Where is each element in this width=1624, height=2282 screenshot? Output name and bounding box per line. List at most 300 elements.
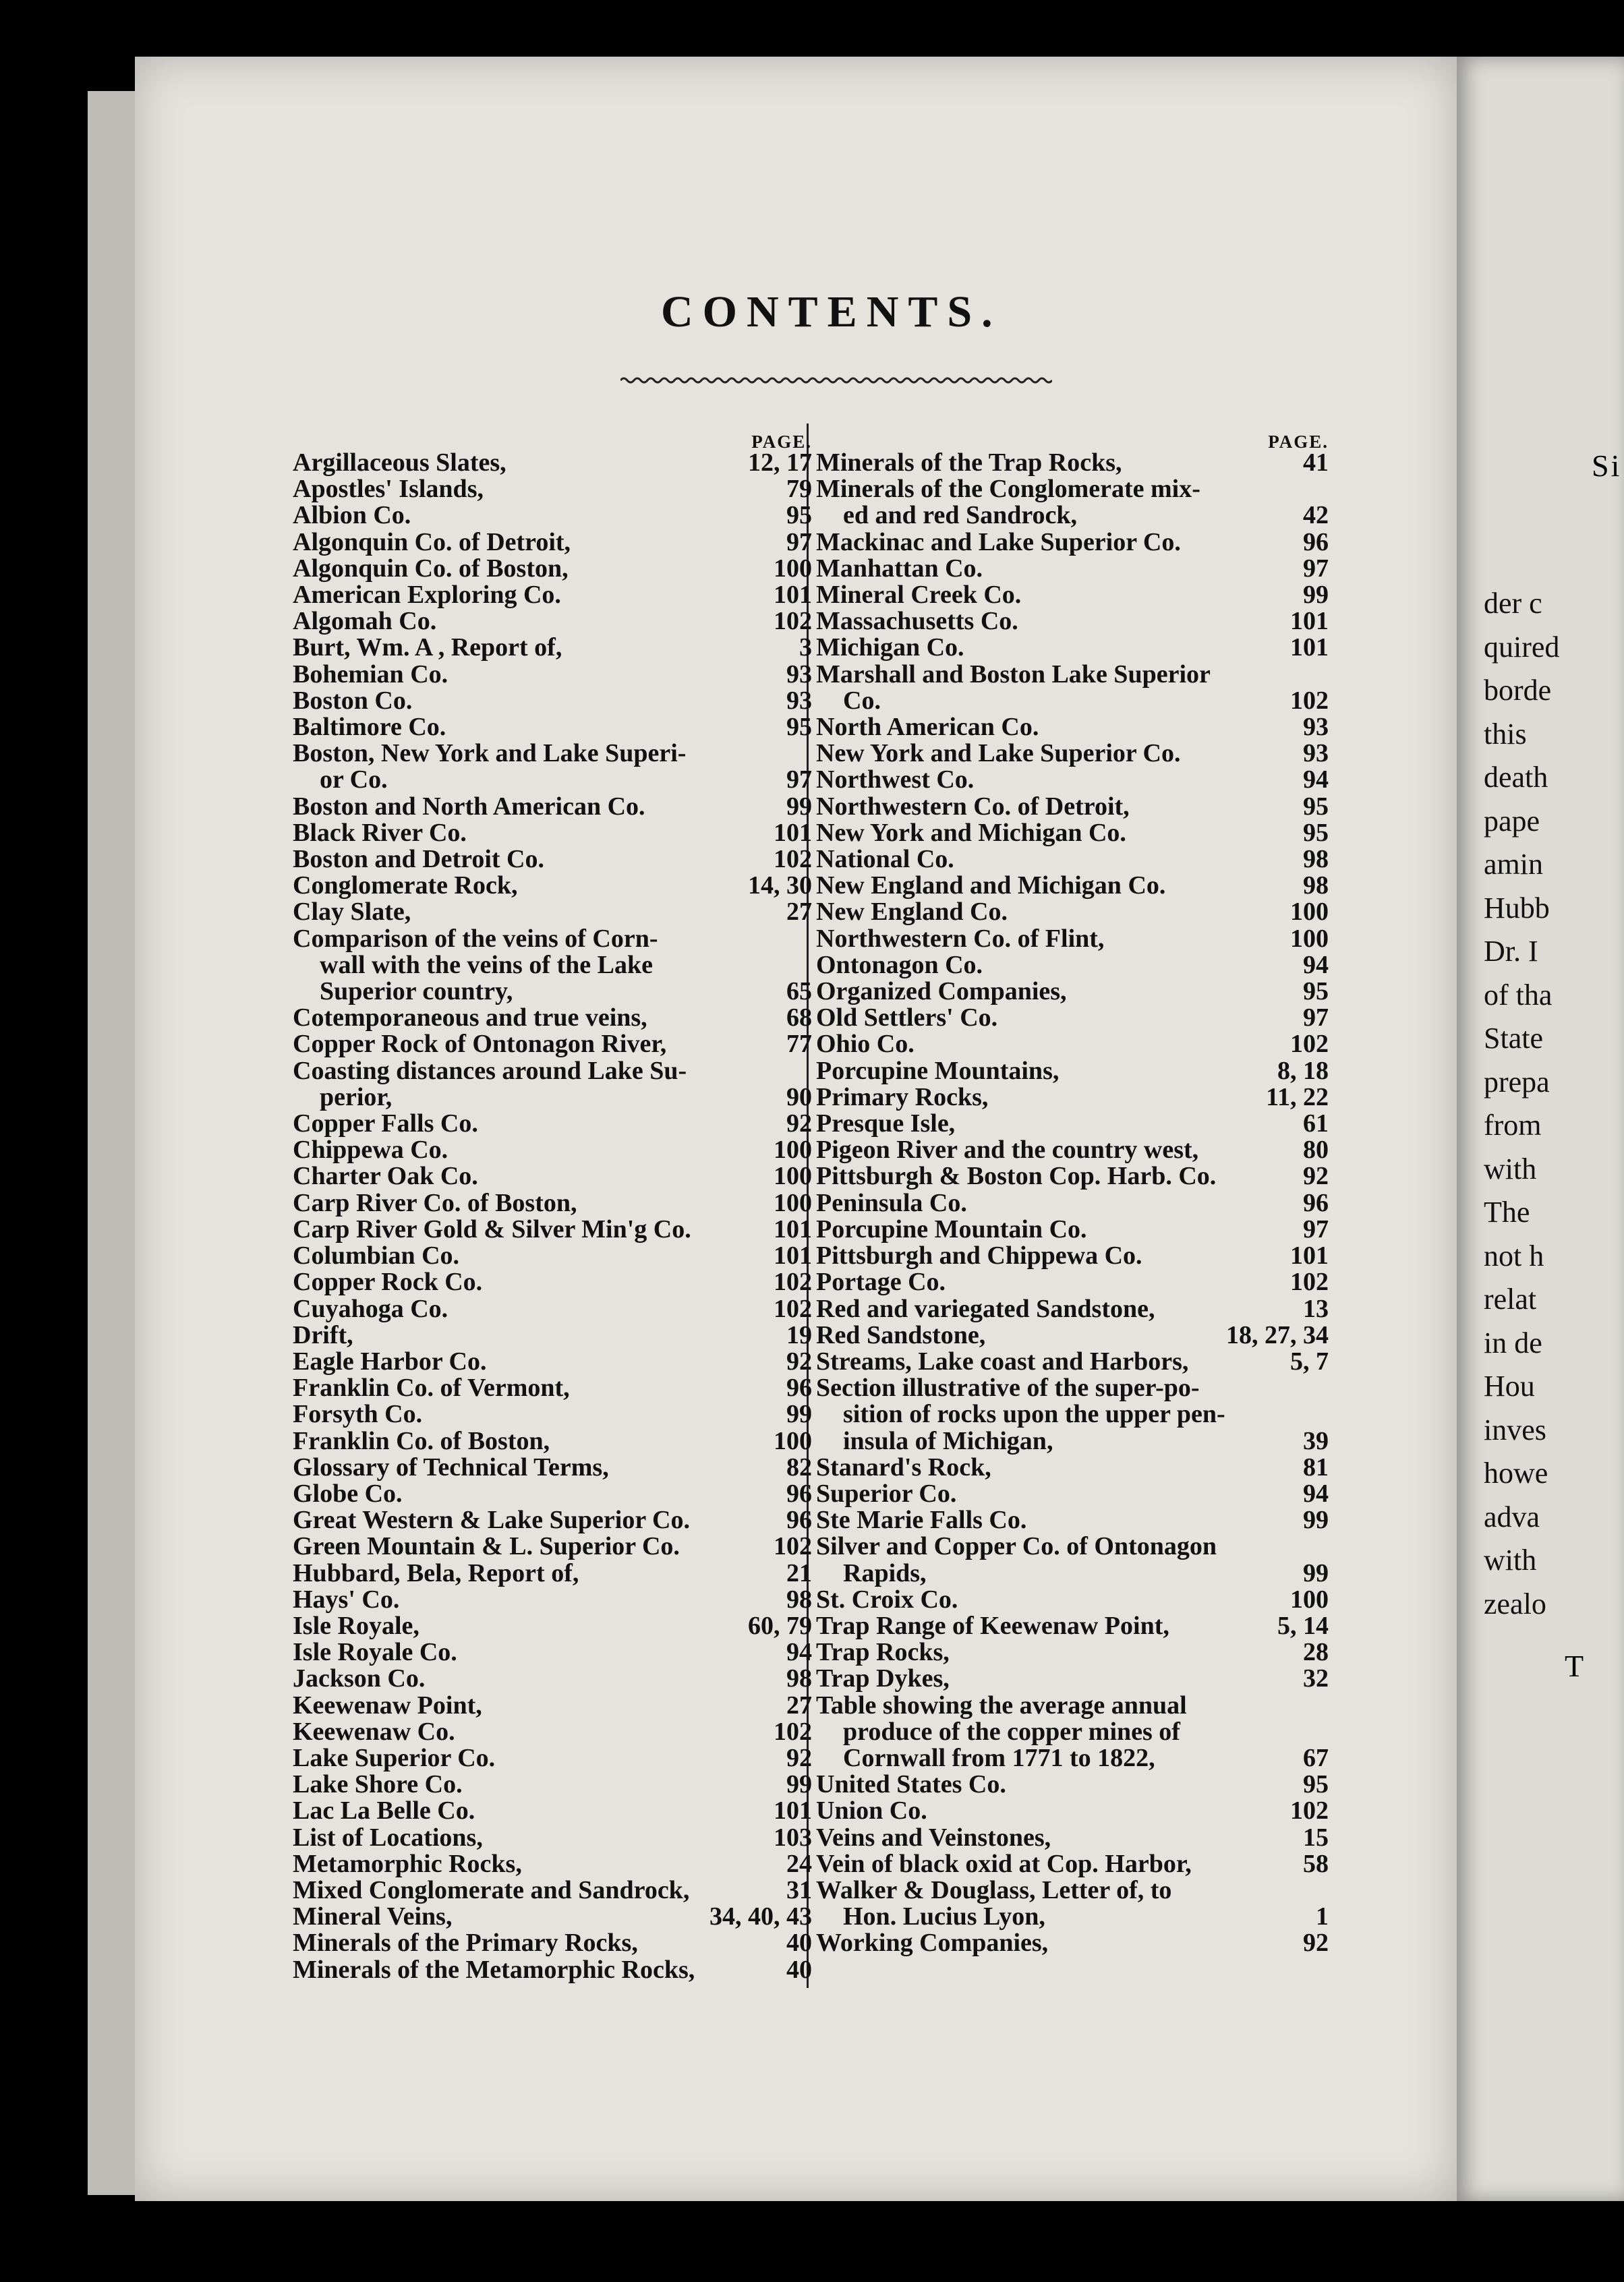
- entry-page-number: 5, 14: [1277, 1611, 1329, 1640]
- entry-page-number: 24: [786, 1849, 812, 1878]
- entry-page-number: 18, 27, 34: [1226, 1320, 1329, 1349]
- entry-title: Bohemian Co.: [293, 660, 448, 689]
- facing-page-line: State: [1484, 1022, 1543, 1055]
- index-entry: [293, 1745, 812, 1772]
- entry-title: Copper Falls Co.: [293, 1109, 478, 1138]
- page-column-header: PAGE.: [751, 432, 812, 452]
- entry-title: Porcupine Mountains,: [816, 1056, 1060, 1085]
- facing-page-line: inves: [1484, 1413, 1546, 1446]
- entry-page-number: 95: [1303, 818, 1329, 847]
- index-entry: [816, 873, 1329, 899]
- entry-page-number: 32: [1303, 1664, 1329, 1693]
- index-entry: [293, 1217, 812, 1243]
- entry-title: Marshall and Boston Lake Superior: [816, 660, 1211, 689]
- index-entry: [816, 820, 1329, 846]
- entry-page-number: 98: [786, 1585, 812, 1614]
- entry-title: Minerals of the Trap Rocks,: [816, 448, 1122, 477]
- index-entry: [293, 820, 812, 846]
- index-entry: [293, 1877, 812, 1904]
- entry-page-number: 90: [786, 1082, 812, 1111]
- index-entry: [816, 1587, 1329, 1613]
- index-entry: [293, 1693, 812, 1719]
- entry-title: National Co.: [816, 845, 954, 874]
- entry-page-number: 99: [786, 1400, 812, 1429]
- index-entry: [293, 873, 812, 899]
- entry-title: Walker & Douglass, Letter of, to: [816, 1875, 1172, 1904]
- entry-page-number: 61: [1303, 1109, 1329, 1138]
- entry-title: Cotemporaneous and true veins,: [293, 1003, 647, 1032]
- entry-title: Carp River Co. of Boston,: [293, 1188, 577, 1217]
- index-entry: [293, 1349, 812, 1375]
- index-entry: [816, 714, 1329, 740]
- entry-title: Copper Rock Co.: [293, 1268, 483, 1297]
- entry-title: Boston and Detroit Co.: [293, 845, 544, 874]
- entry-title: Lake Superior Co.: [293, 1743, 496, 1772]
- entry-title: Presque Isle,: [816, 1109, 956, 1138]
- entry-title: Union Co.: [816, 1796, 927, 1825]
- entry-page-number: 97: [786, 765, 812, 794]
- entry-page-number: 92: [1303, 1162, 1329, 1191]
- entry-title: North American Co.: [816, 713, 1039, 742]
- entry-title: Mackinac and Lake Superior Co.: [816, 527, 1181, 556]
- facing-page-line: with: [1484, 1544, 1537, 1577]
- index-entry: [816, 1613, 1329, 1639]
- entry-page-number: 102: [774, 1294, 812, 1323]
- entry-page-number: 100: [1290, 898, 1329, 927]
- entry-title: St. Croix Co.: [816, 1585, 958, 1614]
- entry-title: Trap Rocks,: [816, 1638, 950, 1667]
- entry-title: Veins and Veinstones,: [816, 1823, 1051, 1852]
- index-entry: [816, 794, 1329, 820]
- index-entry: [293, 1666, 812, 1692]
- entry-page-number: 101: [1290, 1241, 1329, 1270]
- entry-title: Minerals of the Metamorphic Rocks,: [293, 1955, 695, 1984]
- entry-title: Organized Companies,: [816, 977, 1067, 1006]
- index-entry: [816, 1322, 1329, 1349]
- index-entry: [293, 1772, 812, 1798]
- entry-page-number: 95: [786, 501, 812, 530]
- entry-title: Ohio Co.: [816, 1030, 915, 1059]
- index-entry: [816, 1639, 1329, 1666]
- index-entry: [293, 556, 812, 582]
- entry-title: Northwestern Co. of Flint,: [816, 924, 1105, 953]
- entry-title: Algonquin Co. of Detroit,: [293, 527, 571, 556]
- index-entry: [816, 556, 1329, 582]
- entry-page-number: 98: [786, 1664, 812, 1693]
- facing-page-line: adva: [1484, 1500, 1540, 1533]
- entry-title: Peninsula Co.: [816, 1188, 967, 1217]
- entry-page-number: 101: [774, 818, 812, 847]
- entry-page-number: 100: [774, 1162, 812, 1191]
- entry-page-number: 19: [786, 1320, 812, 1349]
- entry-page-number: 101: [774, 581, 812, 610]
- entry-title: Drift,: [293, 1320, 353, 1349]
- entry-page-number: 67: [1303, 1743, 1329, 1772]
- index-entry: [293, 1930, 812, 1956]
- index-entry: [293, 1375, 812, 1401]
- entry-page-number: 31: [786, 1875, 812, 1904]
- entry-page-number: 21: [786, 1558, 812, 1587]
- entry-title-continuation: or Co.: [320, 765, 388, 794]
- facing-page-line: this: [1484, 717, 1527, 751]
- index-entry: [293, 1111, 812, 1137]
- entry-page-number: 13: [1303, 1294, 1329, 1323]
- index-entry: [293, 1137, 812, 1163]
- entry-title: Porcupine Mountain Co.: [816, 1215, 1087, 1244]
- entry-page-number: 99: [1303, 581, 1329, 610]
- index-entry: [816, 952, 1329, 978]
- facing-page-heading: Si: [1592, 448, 1622, 483]
- entry-title-continuation: Cornwall from 1771 to 1822,: [843, 1743, 1155, 1772]
- entry-title: Pigeon River and the country west,: [816, 1136, 1199, 1165]
- facing-page-footer: T: [1565, 1649, 1584, 1683]
- entry-title: Isle Royale,: [293, 1611, 419, 1640]
- entry-title: Globe Co.: [293, 1479, 403, 1508]
- entry-title-continuation: Co.: [843, 686, 881, 715]
- entry-title: Boston Co.: [293, 686, 413, 715]
- entry-page-number: 102: [1290, 686, 1329, 715]
- index-entry: [293, 1507, 812, 1533]
- entry-title: Minerals of the Conglomerate mix-: [816, 475, 1200, 504]
- entry-title: Green Mountain & L. Superior Co.: [293, 1532, 680, 1561]
- entry-page-number: 40: [786, 1929, 812, 1958]
- index-entry: [816, 846, 1329, 873]
- entry-page-number: 94: [1303, 950, 1329, 979]
- entry-title: Hays' Co.: [293, 1585, 400, 1614]
- index-entry: [816, 1137, 1329, 1163]
- entry-title: Eagle Harbor Co.: [293, 1347, 487, 1376]
- entry-title: Minerals of the Primary Rocks,: [293, 1929, 638, 1958]
- facing-page-line: zealo: [1484, 1587, 1546, 1620]
- index-entry: [816, 662, 1329, 714]
- entry-title-continuation: insula of Michigan,: [843, 1426, 1053, 1455]
- index-entry: [816, 1190, 1329, 1217]
- index-entry: [293, 1719, 812, 1745]
- entry-title: Conglomerate Rock,: [293, 871, 518, 900]
- entry-page-number: 95: [1303, 1770, 1329, 1799]
- entry-page-number: 96: [786, 1374, 812, 1403]
- entry-page-number: 99: [1303, 1558, 1329, 1587]
- index-entry: [816, 1005, 1329, 1031]
- entry-page-number: 5, 7: [1290, 1347, 1329, 1376]
- entry-title: Mixed Conglomerate and Sandrock,: [293, 1875, 690, 1904]
- index-entry: [816, 1455, 1329, 1481]
- entry-title: List of Locations,: [293, 1823, 483, 1852]
- entry-page-number: 101: [774, 1215, 812, 1244]
- index-entry: [293, 1825, 812, 1851]
- entry-page-number: 96: [786, 1479, 812, 1508]
- entry-title: Pittsburgh & Boston Cop. Harb. Co.: [816, 1162, 1217, 1191]
- index-entry: [816, 1772, 1329, 1798]
- entry-title: Manhattan Co.: [816, 554, 983, 583]
- entry-title: Portage Co.: [816, 1268, 946, 1297]
- entry-page-number: 12, 17: [748, 448, 812, 477]
- entry-title: Streams, Lake coast and Harbors,: [816, 1347, 1189, 1376]
- index-entry: [816, 608, 1329, 635]
- index-entry: [816, 582, 1329, 608]
- entry-title: Boston and North American Co.: [293, 792, 645, 821]
- entry-title-continuation: perior,: [320, 1082, 393, 1111]
- entry-title: American Exploring Co.: [293, 581, 561, 610]
- entry-page-number: 102: [1290, 1796, 1329, 1825]
- index-entry: [816, 1349, 1329, 1375]
- entry-page-number: 34, 40, 43: [709, 1902, 812, 1931]
- entry-title: Apostles' Islands,: [293, 475, 484, 504]
- facing-page-line: amin: [1484, 848, 1543, 881]
- index-entry: [293, 476, 812, 502]
- facing-page-line: quired: [1484, 630, 1560, 664]
- index-entry: [816, 740, 1329, 767]
- index-entry: [816, 635, 1329, 661]
- entry-page-number: 39: [1303, 1426, 1329, 1455]
- entry-page-number: 81: [1303, 1453, 1329, 1482]
- entry-title: New York and Lake Superior Co.: [816, 739, 1181, 768]
- entry-page-number: 103: [774, 1823, 812, 1852]
- entry-title: Pittsburgh and Chippewa Co.: [816, 1241, 1142, 1270]
- entry-title: Copper Rock of Ontonagon River,: [293, 1030, 667, 1059]
- entry-title-continuation: Rapids,: [843, 1558, 927, 1587]
- entry-title: Great Western & Lake Superior Co.: [293, 1506, 690, 1535]
- index-entry: [293, 1587, 812, 1613]
- entry-page-number: 41: [1303, 448, 1329, 477]
- entry-page-number: 11, 22: [1266, 1082, 1329, 1111]
- entry-page-number: 100: [774, 1188, 812, 1217]
- entry-title: Lac La Belle Co.: [293, 1796, 475, 1825]
- index-entry: [293, 1031, 812, 1057]
- entry-title: Boston, New York and Lake Superi-: [293, 739, 687, 768]
- facing-page-line: of tha: [1484, 978, 1553, 1012]
- entry-page-number: 68: [786, 1003, 812, 1032]
- entry-title: Ontonagon Co.: [816, 950, 983, 979]
- entry-page-number: 1: [1316, 1902, 1329, 1931]
- entry-title: Black River Co.: [293, 818, 467, 847]
- entry-page-number: 65: [786, 977, 812, 1006]
- entry-title: Keewenaw Co.: [293, 1717, 455, 1746]
- entry-page-number: 100: [774, 1426, 812, 1455]
- entry-page-number: 102: [774, 1717, 812, 1746]
- index-entry: [293, 1269, 812, 1295]
- entry-title: New England and Michigan Co.: [816, 871, 1166, 900]
- index-entry: [293, 1957, 812, 1983]
- entry-title: Franklin Co. of Boston,: [293, 1426, 550, 1455]
- index-entry: [293, 635, 812, 661]
- entry-page-number: 28: [1303, 1638, 1329, 1667]
- facing-page-line: der c: [1484, 587, 1542, 620]
- index-entry: [293, 1401, 812, 1428]
- index-entry: [293, 582, 812, 608]
- entry-title: Hubbard, Bela, Report of,: [293, 1558, 579, 1587]
- index-entry: [293, 1428, 812, 1455]
- entry-title: Algomah Co.: [293, 607, 437, 636]
- entry-title: Northwestern Co. of Detroit,: [816, 792, 1130, 821]
- entry-title: Vein of black oxid at Cop. Harbor,: [816, 1849, 1192, 1878]
- index-entry: [293, 1481, 812, 1507]
- entry-page-number: 92: [786, 1743, 812, 1772]
- index-entry: [816, 1533, 1329, 1586]
- entry-page-number: 101: [1290, 607, 1329, 636]
- index-entry: [293, 899, 812, 925]
- entry-page-number: 99: [786, 1770, 812, 1799]
- index-entry: [816, 899, 1329, 925]
- entry-title: Coasting distances around Lake Su-: [293, 1056, 687, 1085]
- index-entry: [816, 1058, 1329, 1084]
- index-entry: [816, 1243, 1329, 1269]
- page-title: CONTENTS.: [661, 287, 1002, 337]
- entry-title: Mineral Creek Co.: [816, 581, 1022, 610]
- index-entry: [293, 1904, 812, 1930]
- entry-page-number: 96: [786, 1506, 812, 1535]
- facing-page: [1457, 57, 1624, 2201]
- entry-title: Cuyahoga Co.: [293, 1294, 448, 1323]
- entry-title: Argillaceous Slates,: [293, 448, 506, 477]
- entry-title: Charter Oak Co.: [293, 1162, 478, 1191]
- entry-title-continuation: Hon. Lucius Lyon,: [843, 1902, 1045, 1931]
- entry-page-number: 100: [1290, 1585, 1329, 1614]
- index-entry: [293, 926, 812, 1005]
- entry-page-number: 99: [1303, 1506, 1329, 1535]
- entry-title: Old Settlers' Co.: [816, 1003, 998, 1032]
- entry-page-number: 94: [1303, 1479, 1329, 1508]
- entry-title: United States Co.: [816, 1770, 1006, 1799]
- facing-page-line: from: [1484, 1109, 1542, 1142]
- index-entry: [816, 1217, 1329, 1243]
- index-entry: [293, 846, 812, 873]
- entry-page-number: 93: [1303, 713, 1329, 742]
- entry-title: Algonquin Co. of Boston,: [293, 554, 569, 583]
- entry-page-number: 101: [1290, 633, 1329, 662]
- entry-title: Northwest Co.: [816, 765, 975, 794]
- entry-page-number: 93: [1303, 739, 1329, 768]
- entry-page-number: 92: [786, 1347, 812, 1376]
- entry-page-number: 95: [1303, 792, 1329, 821]
- entry-page-number: 15: [1303, 1823, 1329, 1852]
- entry-page-number: 95: [1303, 977, 1329, 1006]
- entry-page-number: 97: [1303, 554, 1329, 583]
- index-entry: [293, 502, 812, 529]
- entry-title: Clay Slate,: [293, 898, 411, 927]
- entry-page-number: 102: [774, 1532, 812, 1561]
- index-entry: [293, 1005, 812, 1031]
- index-entry: [293, 1798, 812, 1824]
- index-entry: [293, 1163, 812, 1190]
- entry-title: Trap Range of Keewenaw Point,: [816, 1611, 1169, 1640]
- title-ornament-rule: [620, 375, 1052, 386]
- entry-page-number: 102: [1290, 1030, 1329, 1059]
- facing-page-line: in de: [1484, 1326, 1542, 1359]
- index-entry: [816, 1825, 1329, 1851]
- index-entry: [816, 926, 1329, 952]
- entry-page-number: 102: [1290, 1268, 1329, 1297]
- index-entry: [293, 794, 812, 820]
- index-entry: [816, 978, 1329, 1005]
- entry-title: Baltimore Co.: [293, 713, 446, 742]
- index-entry: [816, 1481, 1329, 1507]
- entry-title: Albion Co.: [293, 501, 411, 530]
- entry-title: Red and variegated Sandstone,: [816, 1294, 1155, 1323]
- entry-page-number: 96: [1303, 1188, 1329, 1217]
- entry-title-continuation: sition of rocks upon the upper pen-: [843, 1400, 1225, 1429]
- entries-right: [816, 450, 1329, 1957]
- entry-page-number: 80: [1303, 1136, 1329, 1165]
- facing-page-line: howe: [1484, 1457, 1548, 1490]
- entry-page-number: 92: [1303, 1929, 1329, 1958]
- entry-page-number: 100: [774, 1136, 812, 1165]
- entry-title: Michigan Co.: [816, 633, 964, 662]
- index-entry: [293, 1455, 812, 1481]
- entry-title: Silver and Copper Co. of Ontonagon: [816, 1532, 1217, 1561]
- entry-page-number: 101: [774, 1796, 812, 1825]
- index-entry: [816, 1877, 1329, 1930]
- index-entry: [293, 1243, 812, 1269]
- index-entry: [816, 1666, 1329, 1692]
- index-entry: [293, 1190, 812, 1217]
- entry-title: Comparison of the veins of Corn-: [293, 924, 658, 953]
- index-entry: [816, 1111, 1329, 1137]
- index-entry: [293, 529, 812, 556]
- index-entry: [816, 1930, 1329, 1956]
- facing-page-line: with: [1484, 1152, 1537, 1186]
- entry-page-number: 58: [1303, 1849, 1329, 1878]
- index-entry: [293, 1560, 812, 1587]
- entry-page-number: 98: [1303, 871, 1329, 900]
- page-column-header: PAGE.: [1268, 432, 1329, 452]
- entry-title: Trap Dykes,: [816, 1664, 950, 1693]
- entry-title: Carp River Gold & Silver Min'g Co.: [293, 1215, 691, 1244]
- index-entry: [816, 1163, 1329, 1190]
- entry-title: Glossary of Technical Terms,: [293, 1453, 609, 1482]
- entry-page-number: 93: [786, 660, 812, 689]
- index-entry: [816, 450, 1329, 476]
- entry-title: Columbian Co.: [293, 1241, 460, 1270]
- index-entry: [293, 714, 812, 740]
- entry-title: New England Co.: [816, 898, 1008, 927]
- entry-page-number: 101: [774, 1241, 812, 1270]
- entry-page-number: 102: [774, 845, 812, 874]
- index-entry: [293, 1533, 812, 1560]
- entry-page-number: 102: [774, 1268, 812, 1297]
- contents-column-left: [293, 423, 812, 1983]
- entry-page-number: 60, 79: [748, 1611, 812, 1640]
- entry-title: Chippewa Co.: [293, 1136, 448, 1165]
- index-entry: [816, 1507, 1329, 1533]
- index-entry: [293, 688, 812, 714]
- entry-page-number: 94: [786, 1638, 812, 1667]
- entry-title: Metamorphic Rocks,: [293, 1849, 522, 1878]
- index-entry: [816, 529, 1329, 556]
- entry-title: Red Sandstone,: [816, 1320, 986, 1349]
- entry-page-number: 3: [799, 633, 812, 662]
- entry-title: Primary Rocks,: [816, 1082, 989, 1111]
- entry-title: Lake Shore Co.: [293, 1770, 463, 1799]
- entry-title: Superior Co.: [816, 1479, 957, 1508]
- index-entry: [293, 450, 812, 476]
- entry-page-number: 102: [774, 607, 812, 636]
- index-entry: [816, 476, 1329, 529]
- facing-page-line: prepa: [1484, 1065, 1550, 1099]
- index-entry: [816, 1269, 1329, 1295]
- entry-title: Ste Marie Falls Co.: [816, 1506, 1027, 1535]
- entry-page-number: 42: [1303, 501, 1329, 530]
- entry-title-continuation: produce of the copper mines of: [843, 1717, 1180, 1746]
- entry-page-number: 97: [786, 527, 812, 556]
- index-entry: [293, 608, 812, 635]
- entry-page-number: 8, 18: [1277, 1056, 1329, 1085]
- entry-title: Keewenaw Point,: [293, 1691, 482, 1720]
- index-entry: [293, 1322, 812, 1349]
- facing-page-line: Hubb: [1484, 891, 1550, 925]
- entry-page-number: 27: [786, 898, 812, 927]
- entry-title: Working Companies,: [816, 1929, 1049, 1958]
